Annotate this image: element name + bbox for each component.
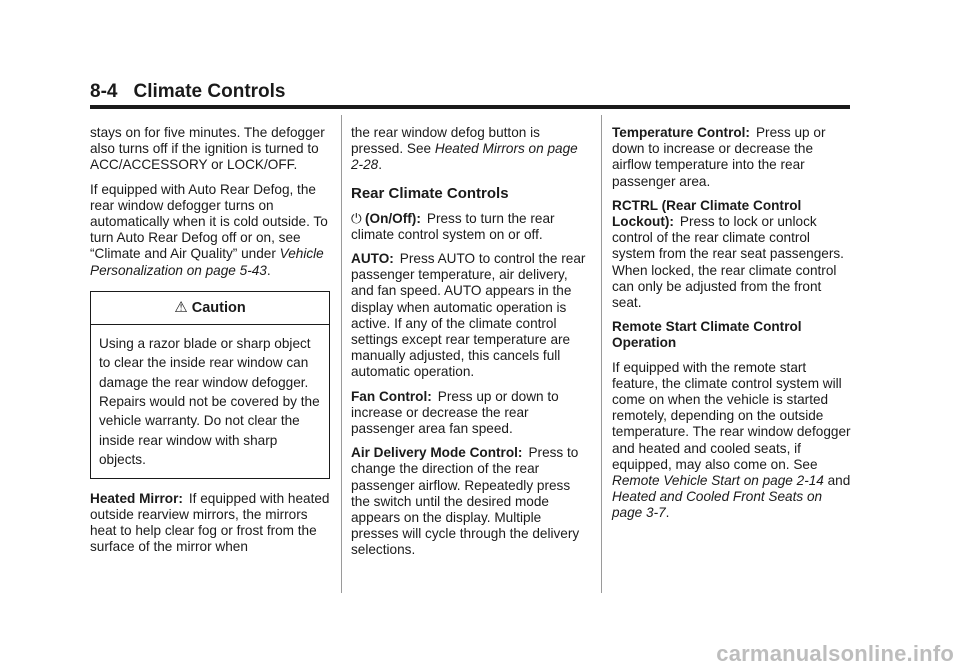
rctrl-label: RCTRL (Rear Climate Control Lockout): — [612, 197, 802, 230]
on-off-text: Press to turn the rear climate control system on or off. — [351, 210, 555, 242]
on-off-label-text: (On/Off): — [365, 210, 421, 226]
header-rule — [90, 105, 850, 109]
air-delivery-label: Air Delivery Mode Control: — [351, 445, 523, 461]
paragraph-defogger-off: stays on for five minutes. The defogger also turns off if the ignition is turned to ACC/ACCESSORY or LOCK/OFF. — [90, 125, 325, 173]
auto-text: Press AUTO to control the rear passenger temperature, air delivery, and fan speed. AUTO appears in the display when automatic operation is active. If any of the climate control settings except rear temperature are manually adjusted, this cancels full automatic operation. — [351, 251, 586, 380]
caution-header — [91, 292, 329, 325]
fan-control-text: Press up or down to increase or decrease the rear passenger area fan speed. — [351, 388, 559, 437]
caution-title: Caution — [191, 299, 246, 316]
page-header — [90, 80, 850, 109]
auto-defog-end: . — [266, 262, 271, 278]
remote-start-text: If equipped with the remote start feature, the climate control system will come on when the vehicle is started remotely, depending on the outside temperature. The rear window defogger and heated and cooled seats, if equipped, may also come on. See — [612, 359, 851, 472]
ref-heated-mirrors[interactable]: Heated Mirrors on page 2-28 — [351, 141, 578, 173]
ref-heated-cooled-seats[interactable]: Heated and Cooled Front Seats on page 3-7 — [612, 489, 823, 521]
column-divider-2 — [601, 115, 602, 593]
paragraph-auto — [351, 251, 591, 381]
fan-control-label: Fan Control: — [351, 388, 432, 404]
heading-rear-climate-controls: Rear Climate Controls — [351, 184, 509, 202]
heated-mirror-text: If equipped with heated outside rearview mirrors, the mirrors heat to help clear fog or frost from the surface of the mirror when — [90, 490, 330, 555]
power-icon: ⏻ — [351, 210, 362, 226]
ref-vehicle-personalization[interactable]: Vehicle Personalization on page 5-43 — [90, 246, 324, 278]
remote-and: and — [823, 473, 851, 489]
paragraph-auto-rear-defog — [90, 182, 330, 279]
temperature-control-label: Temperature Control: — [612, 125, 750, 140]
paragraph-rctrl — [612, 198, 852, 311]
watermark: carmanualsonline.info — [716, 641, 954, 666]
mirror-cont-text: the rear window defog button is pressed. See — [351, 125, 540, 157]
warning-triangle-icon: ⚠ — [174, 298, 188, 316]
column-1 — [90, 125, 330, 563]
heated-mirror-label: Heated Mirror: — [90, 490, 183, 506]
air-delivery-text: Press to change the direction of the rear passenger airflow. Repeatedly press the switch until the desired mode appears on the display. Multiple presses will cycle through the delivery selections. — [351, 445, 580, 558]
chapter-title: Climate Controls — [133, 81, 286, 102]
caution-box — [90, 291, 330, 479]
ref-remote-vehicle-start[interactable]: Remote Vehicle Start on page 2-14 — [612, 473, 824, 489]
paragraph-temperature-control — [612, 125, 852, 190]
paragraph-heated-mirror — [90, 491, 330, 556]
paragraph-remote-start — [612, 360, 852, 522]
mirror-cont-end: . — [378, 157, 382, 173]
column-divider-1 — [341, 115, 342, 593]
temperature-control-text: Press up or down to increase or decrease the airflow temperature into the rear passenger area. — [612, 125, 826, 189]
remote-end: . — [665, 505, 670, 521]
on-off-label — [351, 211, 421, 226]
caution-body: Using a razor blade or sharp object to clear the inside rear window can damage the rear window defogger. Repairs would not be covered by the vehicle warranty. Do not clear the inside rear window with sharp objects. — [99, 335, 320, 468]
auto-label: AUTO: — [351, 251, 394, 267]
column-3 — [612, 125, 852, 530]
auto-defog-text: If equipped with Auto Rear Defog, the rear window defogger turns on automatically when it is cold outside. To turn Auto Rear Defog off or on, see “Climate and Air Quality” under — [90, 181, 328, 262]
paragraph-mirror-cont — [351, 125, 591, 174]
rctrl-text: Press to lock or unlock control of the rear climate control system from the rear seat passengers. When locked, the rear climate control can only be adjusted from the front seat. — [612, 214, 844, 311]
column-2 — [351, 125, 591, 567]
paragraph-air-delivery — [351, 445, 591, 558]
page-title — [90, 80, 850, 104]
paragraph-on-off — [351, 211, 591, 243]
page-number: 8-4 — [90, 81, 118, 102]
paragraph-fan-control — [351, 389, 591, 438]
heading-remote-start: Remote Start Climate Control Operation — [612, 319, 802, 351]
